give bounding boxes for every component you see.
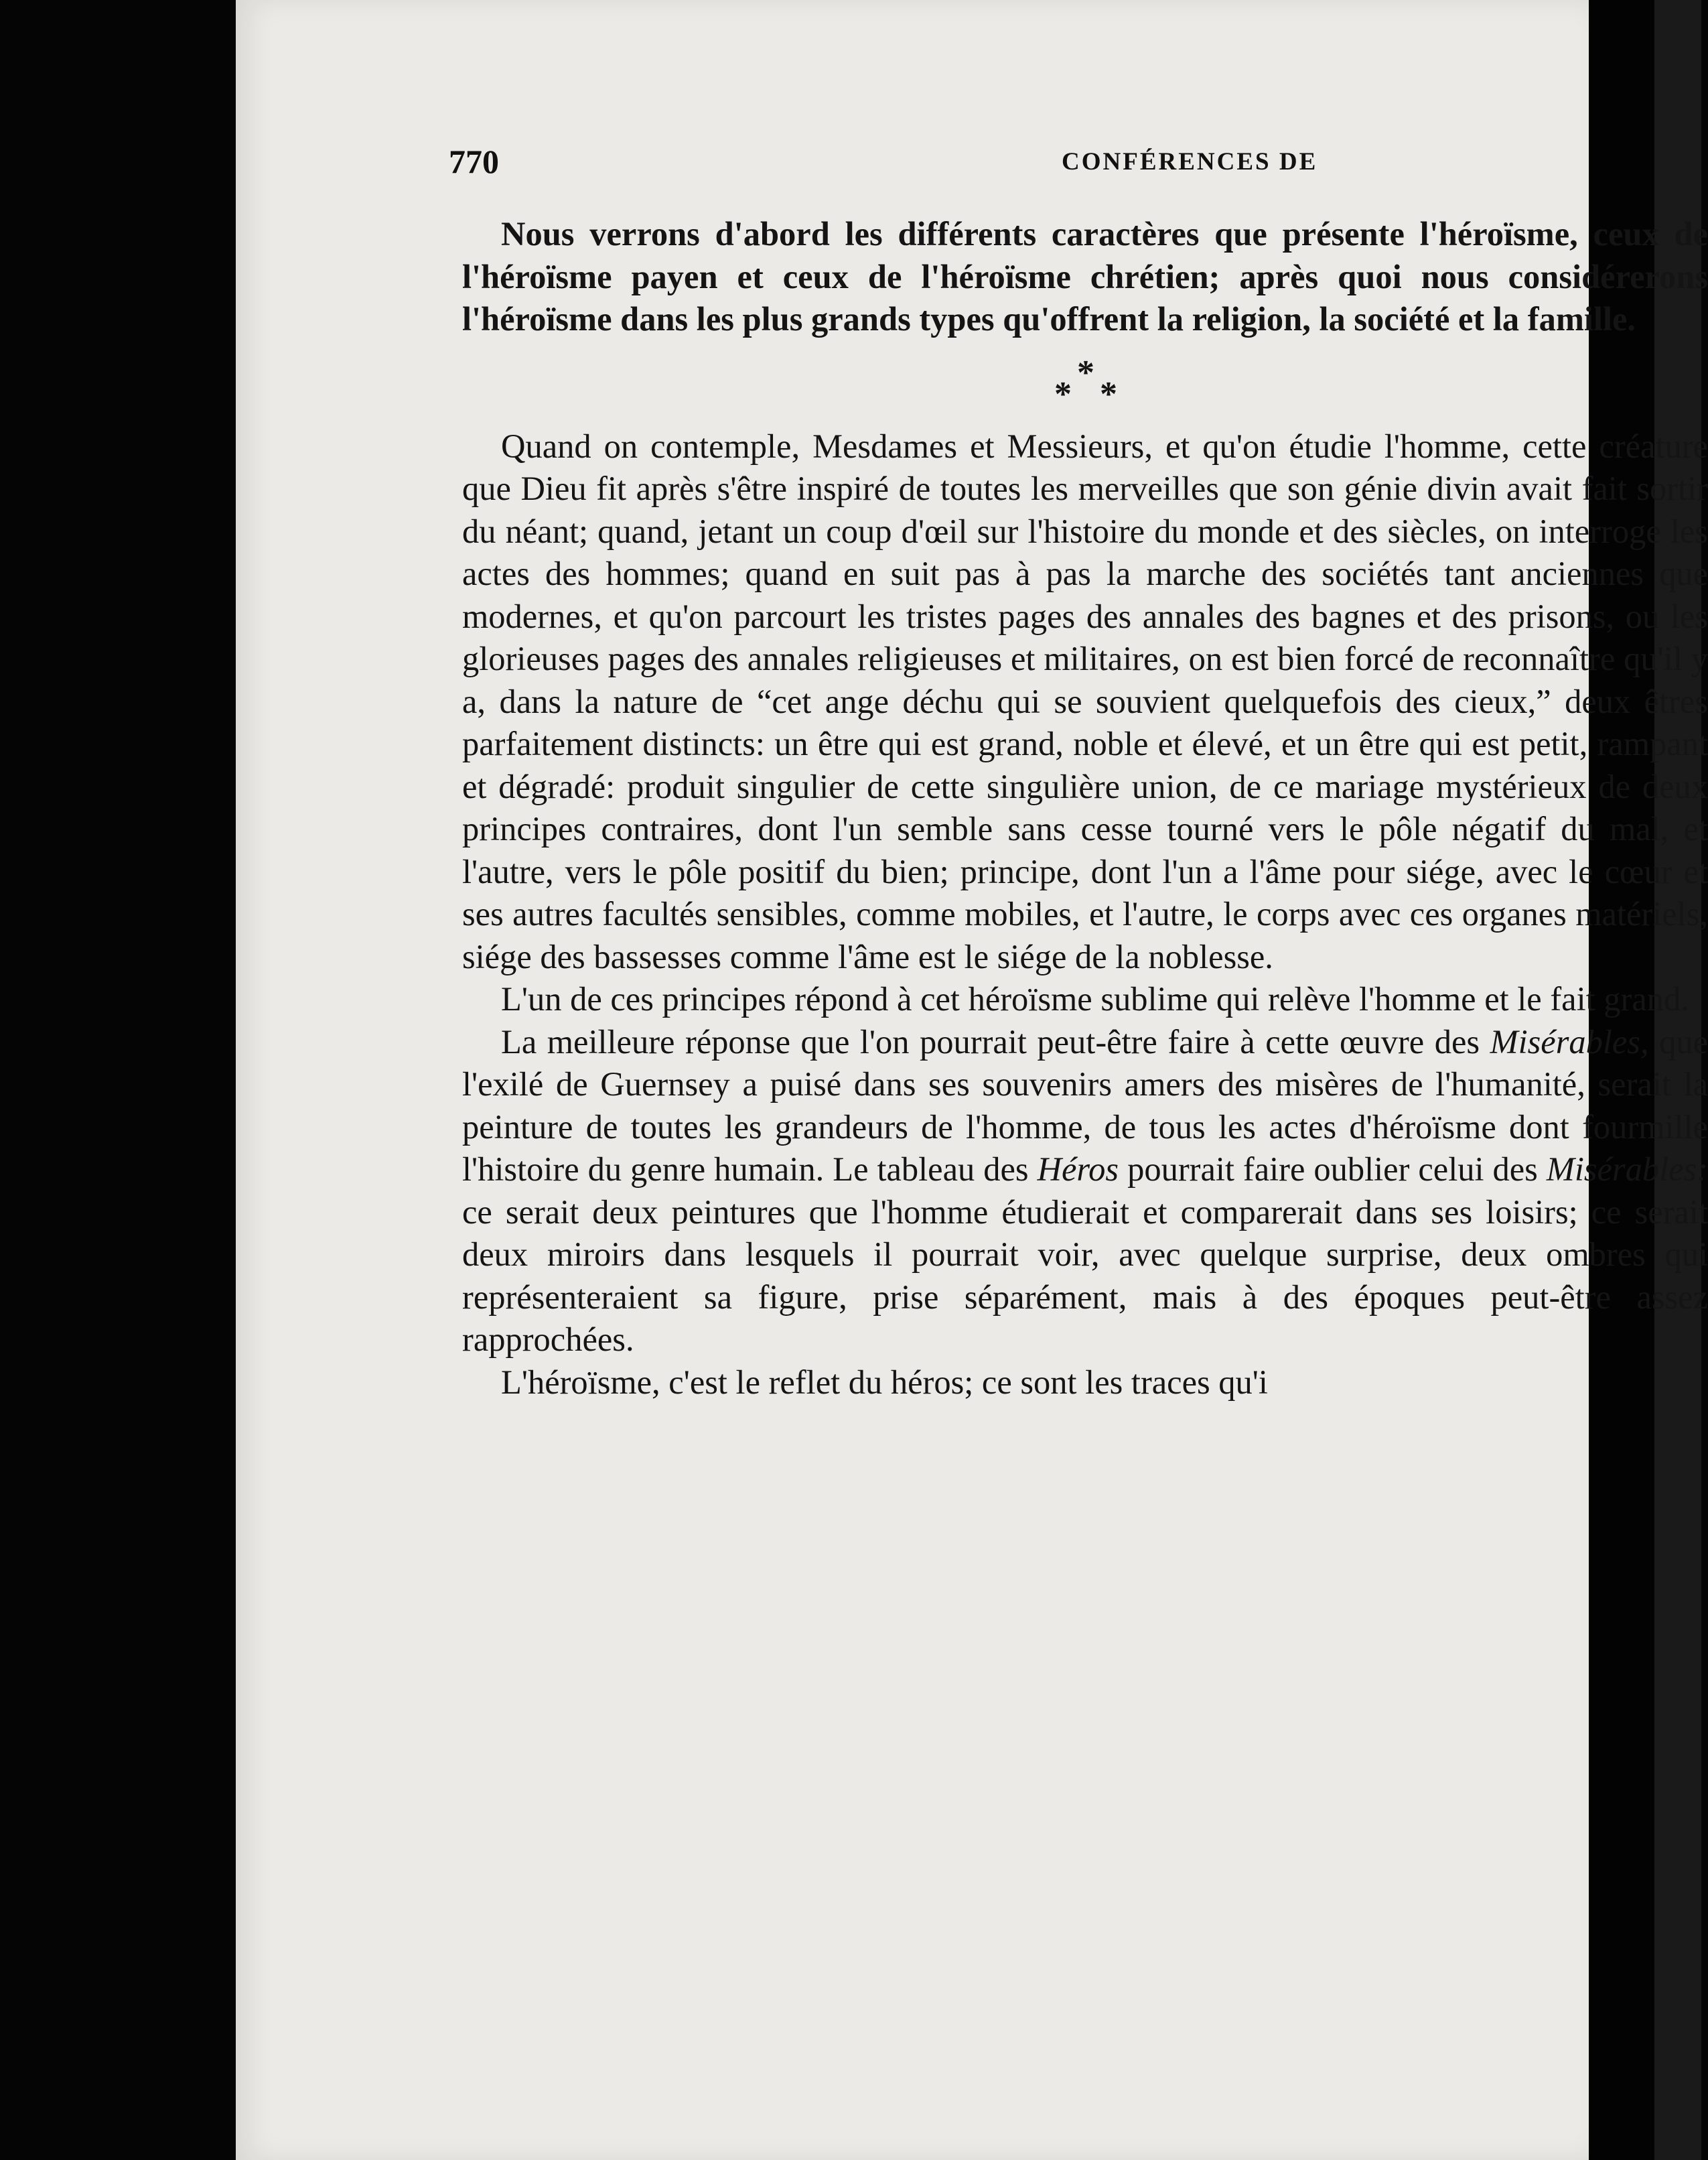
paragraph-heroism-reflection: L'héroïsme, c'est le reflet du héros; ce sont les traces qu'i [501, 1363, 1268, 1401]
paragraph-intro: Nous verrons d'abord les différents caractères que présente l'héroïsme, ceux de l'héroïsme payen et ceux de l'héroïsme chrétien; après quoi nous considérerons l'héroïsme dans les plus grands types qu'offrent la religion, la société et la famille. [462, 215, 1708, 338]
asterisk-top: * [1077, 353, 1094, 392]
section-separator [462, 341, 1708, 425]
text-run: que l'exilé de Guernsey a puisé dans ses souvenirs amers des misères de l'humanité, serait la peinture de toutes les grandeurs de l'homme, de tous les actes d'héroïsme dont fourmille l'histoire du genre humain. Le tableau des [462, 1022, 1708, 1188]
italic-title: Misérables: [1546, 1150, 1708, 1188]
text-run: La meilleure réponse que l'on pourrait peut-être faire à cette œuvre des [501, 1022, 1490, 1061]
asterisk-right: * [1100, 375, 1117, 413]
paragraph-principles: L'un de ces principes répond à cet héroïsme sublime qui relève l'homme et le fait grand. [501, 980, 1689, 1018]
asterisk-left: * [1054, 375, 1072, 413]
italic-title: Héros [1037, 1150, 1119, 1188]
asterism-icon [1052, 353, 1119, 413]
book-page [236, 0, 1708, 2160]
page-body [462, 213, 1708, 1404]
running-title: CONFÉRENCES DE [1062, 148, 1318, 176]
paragraph-contemplation: Quand on contemple, Mesdames et Messieurs, et qu'on étudie l'homme, cette créature que Dieu fit après s'être inspiré de toutes les merveilles que son génie divin avait fait sortir du néant; quand, jetant un coup d'œil sur l'histoire du monde et des siècles, on interroge les actes des hommes; quand en suit pas à pas la marche des sociétés tant anciennes que modernes, et qu'on parcourt les tristes pages des annales des bagnes et des prisons, ou les glorieuses pages des annales religieuses et militaires, on est bien forcé de reconnaître qu'il y a, dans la nature de “cet ange déchu qui se souvient quelquefois des cieux,” deux êtres parfaitement distincts: un être qui est grand, noble et élevé, et un être qui est petit, rampant et dégradé: produit singulier de cette singulière union, de ce mariage mystérieux de deux principes contraires, dont l'un semble sans cesse tourné vers le pôle négatif du mal, et l'autre, vers le pôle positif du bien; principe, dont l'un a l'âme pour siége, avec le cœur et ses autres facultés sensibles, comme mobiles, et l'autre, le corps avec ces organes matériels, siége des bassesses comme l'âme est le siége de la noblesse. [462, 427, 1708, 975]
text-run: ce serait deux peintures que l'homme étudierait et comparerait dans ses loisirs; ce serait deux miroirs dans lesquels il pourrait voir, avec quelque surprise, deux ombres qui représenteraient sa figure, prise séparément, mais à des époques peut-être assez rapprochées. [462, 1193, 1708, 1358]
page-header [449, 142, 1708, 189]
text-run: pourrait faire oublier celui des [1119, 1150, 1547, 1188]
italic-title: Misérables, [1490, 1022, 1649, 1061]
paragraph-miserables [462, 1021, 1708, 1361]
page-number: 770 [449, 143, 499, 180]
